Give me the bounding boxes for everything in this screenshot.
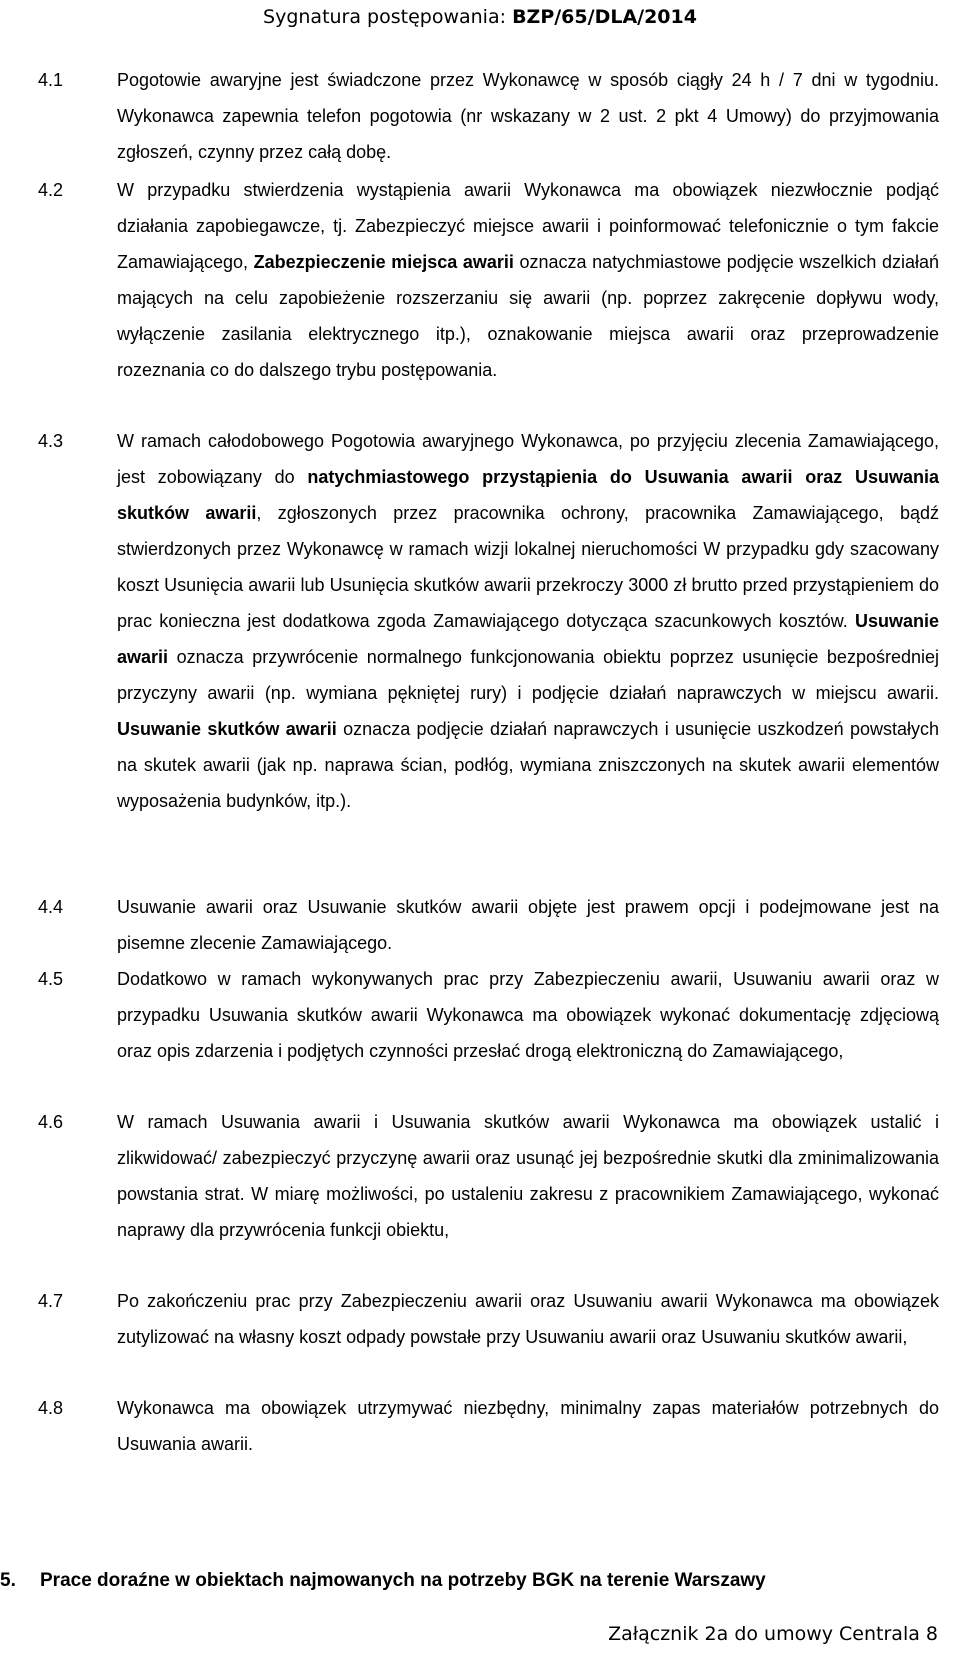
paragraph-number: 4.2 [38,180,64,200]
paragraph-text [117,1104,939,1248]
paragraph-text [117,889,939,961]
bold-term: Usuwanie awarii [117,611,939,667]
text-run: oznacza przywrócenie normalnego funkcjonowania obiektu poprzez usunięcie bezpośredniej przyczyny awarii (np. wymiana pękniętej rury) i podjęcie działań naprawczych w miejscu awarii. [117,647,939,703]
paragraph-number: 4.6 [38,1112,64,1132]
paragraph-number: 4.3 [38,431,64,451]
text-run: W ramach całodobowego Pogotowia awaryjnego Wykonawca, po przyjęciu zlecenia Zamawiającego, jest zobowiązany do [117,431,939,487]
section-number: 5. [0,1570,16,1591]
bold-term: Zabezpieczenie miejsca awarii [253,252,514,272]
paragraph-text [117,1283,939,1355]
paragraph-text [117,1390,939,1462]
text-run: , zgłoszonych przez pracownika ochrony, pracownika Zamawiającego, bądź stwierdzonych przez Wykonawcę w ramach wizji lokalnej nieruchomości W przypadku gdy szacowany koszt Usunięcia awarii lub Usunięcia skutków awarii przekroczy 3000 zł brutto przed przystąpieniem do prac konieczna jest dodatkowa zgoda Zamawiającego dotycząca szacunkowych kosztów. [117,503,939,631]
paragraph-text [117,62,939,170]
text-run: oznacza natychmiastowe podjęcie wszelkich działań mających na celu zapobieżenie rozszerzaniu się awarii (np. poprzez zakręcenie dopływu wody, wyłączenie zasilania elektrycznego itp.), oznakowanie miejsca awarii oraz przeprowadzenie rozeznania co do dalszego trybu postępowania. [117,252,939,380]
text-run: Po zakończeniu prac przy Zabezpieczeniu awarii oraz Usuwaniu awarii Wykonawca ma obowiązek zutylizować na własny koszt odpady powstałe przy Usuwaniu awarii oraz Usuwaniu skutków awarii, [117,1291,939,1347]
paragraph-number: 4.8 [38,1398,64,1418]
bold-term: natychmiastowego przystąpienia do Usuwania awarii oraz Usuwania skutków awarii [117,467,939,523]
page-footer: Załącznik 2a do umowy Centrala 8 [608,1623,938,1645]
signature-label: Sygnatura postępowania: [263,6,507,28]
text-run: W ramach Usuwania awarii i Usuwania skutków awarii Wykonawca ma obowiązek ustalić i zlikwidować/ zabezpieczyć przyczynę awarii oraz usunąć jej bezpośrednie skutki dla zminimalizowania powstania strat. W miarę możliwości, po ustaleniu zakresu z pracownikiem Zamawiającego, wykonać naprawy dla przywrócenia funkcji obiektu, [117,1112,939,1240]
text-run: Usuwanie awarii oraz Usuwanie skutków awarii objęte jest prawem opcji i podejmowane jest na pisemne zlecenie Zamawiającego. [117,897,939,953]
signature-number: BZP/65/DLA/2014 [512,6,697,28]
text-run: Pogotowie awaryjne jest świadczone przez Wykonawcę w sposób ciągły 24 h / 7 dni w tygodniu. Wykonawca zapewnia telefon pogotowia (nr wskazany w 2 ust. 2 pkt 4 Umowy) do przyjmowania zgłoszeń, czynny przez całą dobę. [117,70,939,162]
paragraph-number: 4.1 [38,70,64,90]
paragraph-text [117,172,939,388]
text-run: Dodatkowo w ramach wykonywanych prac przy Zabezpieczeniu awarii, Usuwaniu awarii oraz w przypadku Usuwania skutków awarii Wykonawca ma obowiązek wykonać dokumentację zdjęciową oraz opis zdarzenia i podjętych czynności przesłać drogą elektroniczną do Zamawiającego, [117,969,939,1061]
text-run: W przypadku stwierdzenia wystąpienia awarii Wykonawca ma obowiązek niezwłocznie podjąć działania zapobiegawcze, tj. Zabezpieczyć miejsce awarii i poinformować telefonicznie o tym fakcie Zamawiającego, [117,180,939,272]
document-header [0,6,960,28]
section-title: Prace doraźne w obiektach najmowanych na potrzeby BGK na terenie Warszawy [40,1570,766,1591]
paragraph-text [117,423,939,819]
paragraph-number: 4.5 [38,969,64,989]
text-run: oznacza podjęcie działań naprawczych i usunięcie uszkodzeń powstałych na skutek awarii (jak np. naprawa ścian, podłóg, wymiana zniszczonych na skutek awarii elementów wyposażenia budynków, itp.). [117,719,939,811]
paragraph-number: 4.7 [38,1291,64,1311]
bold-term: Usuwanie skutków awarii [117,719,337,739]
paragraph-text [117,961,939,1069]
paragraph-number: 4.4 [38,897,64,917]
text-run: Wykonawca ma obowiązek utrzymywać niezbędny, minimalny zapas materiałów potrzebnych do Usuwania awarii. [117,1398,939,1454]
